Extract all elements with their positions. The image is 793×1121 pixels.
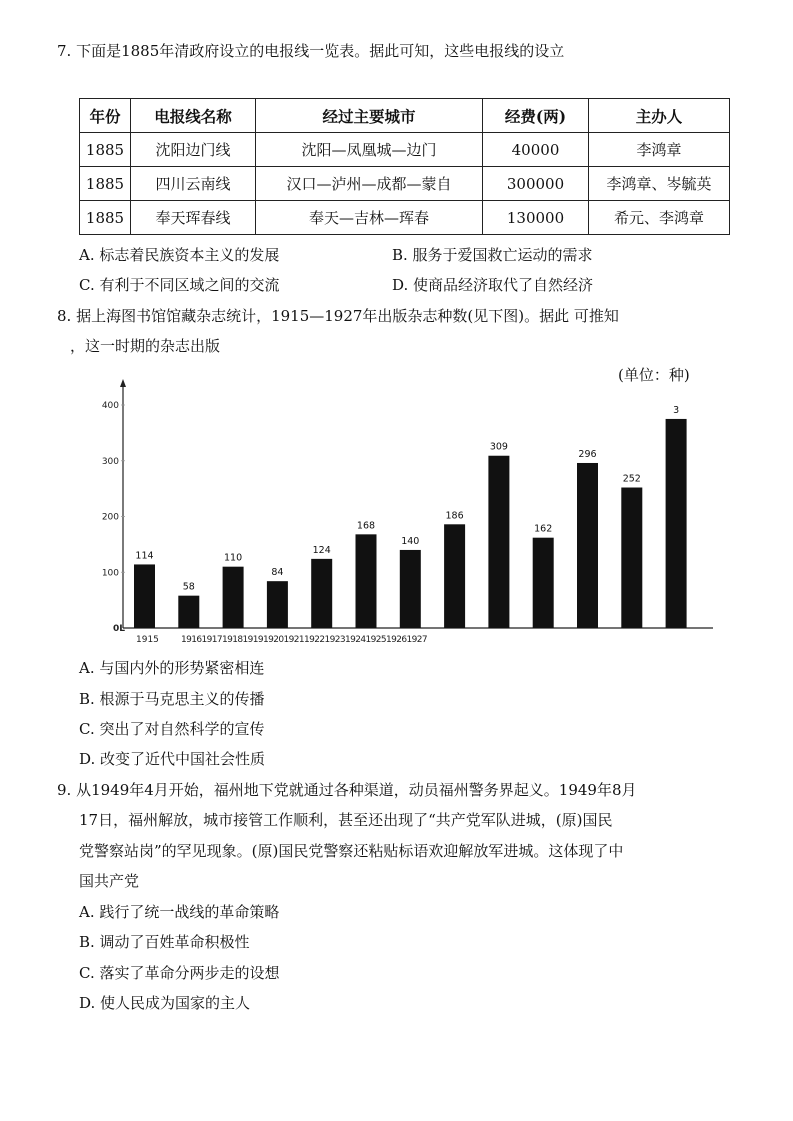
cell: 希元、李鸿章 [589, 201, 730, 235]
header-organizer: 主办人 [589, 99, 730, 133]
q7-option-a: A. 标志着民族资本主义的发展 [79, 246, 280, 264]
telegraph-table [79, 98, 730, 235]
q8-option-a: A. 与国内外的形势紧密相连 [79, 659, 265, 677]
q7-stem: 7. 下面是1885年清政府设立的电报线一览表。据此可知，这些电报线的设立 [57, 42, 565, 60]
q7-option-c: C. 有利于不同区域之间的交流 [79, 276, 280, 294]
cell: 奉天—吉林—珲春 [256, 201, 483, 235]
bar-1925 [577, 463, 598, 628]
y-tick-label: 400 [101, 401, 119, 411]
header-year: 年份 [80, 99, 131, 133]
q9-option-b: B. 调动了百姓革命积极性 [79, 933, 250, 951]
cell: 1885 [80, 167, 131, 201]
q9-option-c: C. 落实了革命分两步走的设想 [79, 964, 280, 982]
cell: 汉口—泸州—成都—蒙自 [256, 167, 483, 201]
bar-1927 [666, 419, 687, 628]
data-label-1918: 84 [271, 567, 284, 579]
cell: 沈阳边门线 [131, 133, 256, 167]
data-label-1920: 168 [356, 520, 376, 532]
bar-1926 [621, 488, 642, 628]
bar-1920 [356, 534, 377, 628]
x-tick-label: 1915 [136, 635, 159, 645]
x-tick-labels-rest: 191619171918191919201921192219231924192519261927 [181, 635, 428, 645]
cell: 300000 [483, 167, 589, 201]
bar-1917 [223, 567, 244, 628]
cell: 1885 [80, 201, 131, 235]
data-label-1915: 114 [135, 550, 154, 562]
data-label-1916: 58 [182, 581, 195, 593]
bar-1923 [488, 456, 509, 628]
bar-1921 [400, 550, 421, 628]
bar-1918 [267, 581, 288, 628]
q9-stem-line2: 17日，福州解放，城市接管工作顺利，甚至还出现了“共产党军队进城，(原)国民 [79, 811, 613, 829]
data-label-1919: 124 [312, 544, 331, 556]
q8-option-b: B. 根源于马克思主义的传播 [79, 690, 265, 708]
data-label-1927: 3 [673, 404, 680, 416]
q7-option-b: B. 服务于爱国救亡运动的需求 [392, 246, 593, 264]
data-label-1917: 110 [224, 552, 243, 564]
bar-1924 [533, 538, 554, 628]
y-tick-label: 100 [101, 568, 119, 579]
cell: 奉天珲春线 [131, 201, 256, 235]
q8-option-c: C. 突出了对自然科学的宣传 [79, 720, 265, 738]
header-cost: 经费(两) [483, 99, 589, 133]
data-label-1926: 252 [622, 473, 641, 485]
q9-stem-line1: 9. 从1949年4月开始，福州地下党就通过各种渠道，动员福州警务界起义。1949年8月 [57, 781, 637, 799]
q9-option-a: A. 践行了统一战线的革命策略 [79, 903, 280, 921]
data-label-1922: 186 [445, 510, 464, 522]
cell: 李鸿章 [589, 133, 730, 167]
bar-1915 [134, 564, 155, 628]
bar-1916 [178, 596, 199, 628]
q7-option-d: D. 使商品经济取代了自然经济 [392, 276, 594, 294]
q9-stem-line3: 党警察站岗”的罕见现象。(原)国民党警察还粘贴标语欢迎解放军进城。这体现了中 [79, 842, 624, 860]
table-row [80, 133, 730, 167]
table-header-row [80, 99, 730, 133]
cell: 四川云南线 [131, 167, 256, 201]
header-line-name: 电报线名称 [131, 99, 256, 133]
q9-option-d: D. 使人民成为国家的主人 [79, 994, 251, 1012]
q8-stem-line2: ，这一时期的杂志出版 [70, 337, 221, 355]
chart-unit-label: (单位：种) [618, 366, 690, 384]
magazine-bar-chart [95, 375, 725, 650]
cell: 李鸿章、岑毓英 [589, 167, 730, 201]
y-tick-label: 200 [101, 512, 119, 523]
cell: 沈阳—凤凰城—边门 [256, 133, 483, 167]
bar-1922 [444, 524, 465, 628]
data-label-1923: 309 [489, 441, 508, 453]
cell: 40000 [483, 133, 589, 167]
y-tick-label: 0L [113, 624, 125, 634]
q8-stem-line1: 8. 据上海图书馆馆藏杂志统计，1915—1927年出版杂志种数(见下图)。据此 可推知 [57, 307, 619, 325]
table-row [80, 201, 730, 235]
data-label-1921: 140 [401, 535, 420, 547]
q9-stem-line4: 国共产党 [79, 872, 140, 890]
table-row [80, 167, 730, 201]
data-label-1924: 162 [534, 523, 553, 535]
header-cities: 经过主要城市 [256, 99, 483, 133]
cell: 130000 [483, 201, 589, 235]
q8-option-d: D. 改变了近代中国社会性质 [79, 750, 266, 768]
cell: 1885 [80, 133, 131, 167]
data-label-1925: 296 [578, 448, 597, 460]
y-axis-arrow-icon [120, 379, 126, 387]
y-tick-label: 300 [101, 456, 119, 467]
bar-1919 [311, 559, 332, 628]
